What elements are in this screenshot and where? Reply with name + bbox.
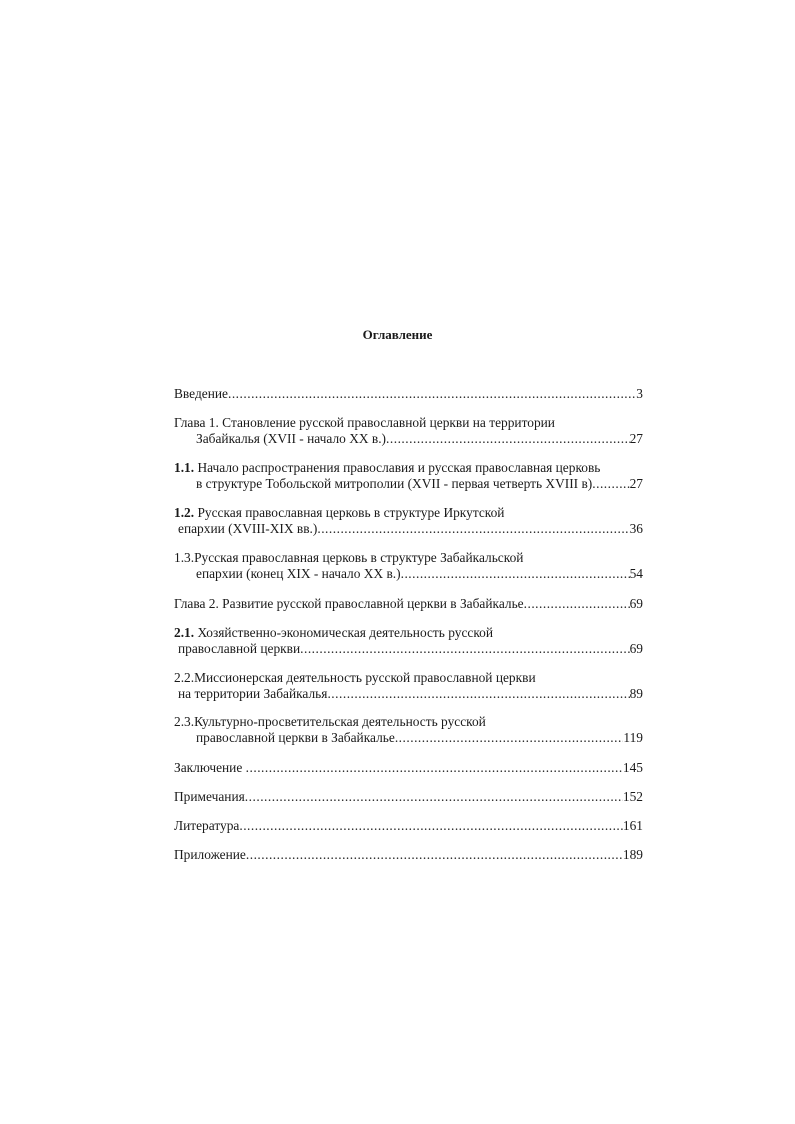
toc-page-number: 3 — [636, 386, 643, 401]
toc-page-number: 54 — [629, 566, 643, 581]
toc-entry-text: 1.3.Русская православная церковь в структуре Забайкальской — [174, 550, 524, 565]
toc-entry-text: 2.2.Миссионерская деятельность русской православной церкви — [174, 670, 536, 685]
toc-entry-text: Приложение — [174, 847, 246, 862]
toc-entry-text: в структуре Тобольской митрополии (XVII - первая четверть XVIII в) — [196, 476, 593, 491]
toc-entry-text: Заключение — [174, 760, 243, 775]
toc-entry-introduction[interactable] — [174, 386, 643, 402]
toc-entry-text: Начало распространения православия и русская православная церковь — [197, 460, 601, 475]
toc-entry-section-2-3[interactable] — [174, 714, 643, 746]
toc-page-number: 27 — [629, 476, 643, 491]
toc-leader-dots — [246, 760, 623, 776]
toc-section-number: 1.2. — [174, 505, 195, 520]
toc-entry-text: епархии (XVIII-XIX вв.) — [178, 521, 318, 536]
toc-section-number: 1.1. — [174, 460, 195, 475]
toc-page-number: 152 — [622, 789, 643, 804]
toc-section-number: 2.1. — [174, 625, 195, 640]
toc-leader-dots — [327, 686, 629, 702]
toc-entry-text: Хозяйственно-экономическая деятельность русской — [197, 625, 494, 640]
toc-entry-chapter-1[interactable] — [174, 415, 643, 447]
toc-page-number: 145 — [622, 760, 643, 775]
toc-entry-notes[interactable] — [174, 789, 643, 805]
toc-entry-text: Введение — [174, 386, 228, 401]
toc-page-number: 69 — [629, 641, 643, 656]
toc-leader-dots — [395, 730, 624, 746]
toc-entry-text: Забайкалья (XVII - начало XX в.) — [196, 431, 387, 446]
toc-entry-text: на территории Забайкалья — [178, 686, 328, 701]
toc-entry-text: православной церкви в Забайкалье — [196, 730, 395, 745]
page-title: Оглавление — [362, 327, 433, 342]
toc-page-number: 119 — [623, 730, 643, 745]
toc-entry-text: Глава 2. Развитие русской православной церкви в Забайкалье — [174, 596, 524, 611]
toc-entry-section-1-3[interactable] — [174, 550, 643, 582]
toc-leader-dots — [386, 431, 630, 447]
toc-entry-text: Примечания — [174, 789, 245, 804]
toc-leader-dots — [317, 521, 629, 537]
toc-entry-text: 2.3.Культурно-просветительская деятельность русской — [174, 714, 486, 729]
toc-page-number: 69 — [629, 596, 643, 611]
toc-page-number: 27 — [629, 431, 643, 446]
toc-entry-section-1-1[interactable] — [174, 460, 643, 492]
toc-entry-conclusion[interactable] — [174, 760, 643, 776]
toc-page-number: 36 — [629, 521, 643, 536]
toc-leader-dots — [401, 566, 630, 582]
toc-entry-text: епархии (конец XIX - начало XX в.) — [196, 566, 401, 581]
toc-leader-dots — [245, 789, 623, 805]
toc-entry-section-2-2[interactable] — [174, 670, 643, 702]
toc-entry-appendix[interactable] — [174, 847, 643, 863]
toc-leader-dots — [239, 818, 623, 834]
toc-leader-dots — [246, 847, 623, 863]
toc-page-number: 189 — [622, 847, 643, 862]
toc-entry-section-1-2[interactable] — [174, 505, 643, 537]
toc-leader-dots — [524, 596, 630, 612]
toc-entry-literature[interactable] — [174, 818, 643, 834]
toc-entry-section-2-1[interactable] — [174, 625, 643, 657]
toc-leader-dots — [300, 641, 629, 657]
toc-entry-text: Литература — [174, 818, 240, 833]
toc-entry-chapter-2[interactable] — [174, 596, 643, 612]
toc-page-number: 161 — [622, 818, 643, 833]
toc-page-number: 89 — [629, 686, 643, 701]
toc-leader-dots — [228, 386, 636, 402]
toc-leader-dots — [592, 476, 629, 492]
toc-entry-text: православной церкви — [178, 641, 301, 656]
toc-entry-text: Глава 1. Становление русской православной церкви на территории — [174, 415, 555, 430]
toc-entry-text: Русская православная церковь в структуре Иркутской — [197, 505, 505, 520]
